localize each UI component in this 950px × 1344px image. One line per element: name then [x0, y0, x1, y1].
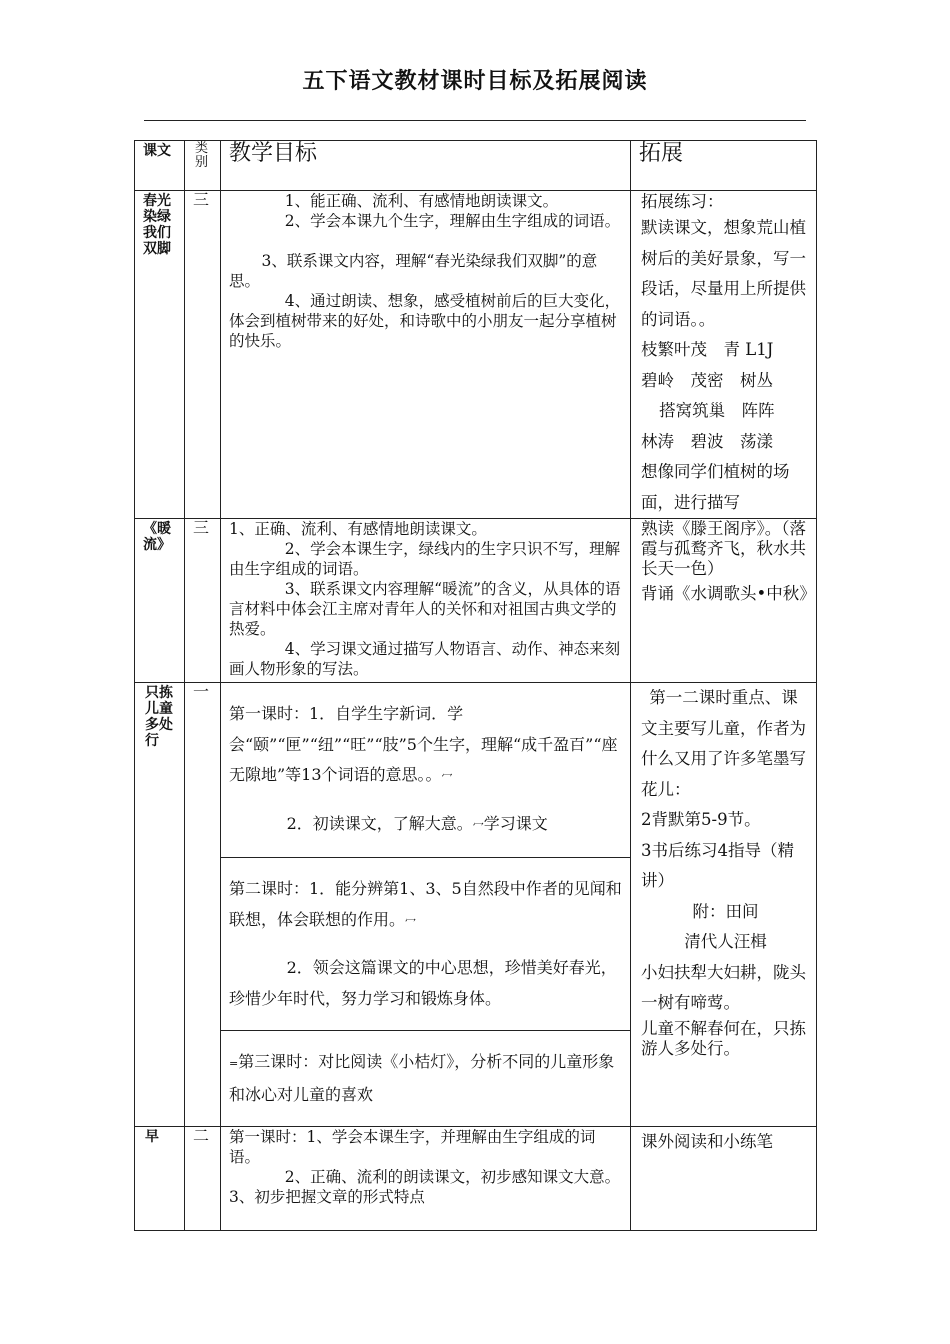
period-1	[221, 699, 630, 858]
extension-item: 课外阅读和小练笔	[641, 1132, 773, 1151]
extension-item: 碧岭 茂密 树丛	[641, 370, 773, 390]
extension-item: 熟读《滕王阁序》。（落霞与孤鹜齐飞，秋水共长天一色）	[641, 519, 806, 578]
table-row	[135, 191, 817, 519]
header-extension: 拓展	[639, 141, 684, 166]
objective-item: 3、初步把握文章的形式特点	[229, 1188, 425, 1206]
table-header-row	[135, 141, 817, 191]
period-3	[221, 1047, 630, 1110]
extension-item: 枝繁叶茂 青 L1J	[641, 340, 774, 359]
objectives-list	[221, 1127, 630, 1207]
objective-item: 1、能正确、流利、有感情地朗读课文。	[284, 192, 559, 210]
extension-item: 附：田间	[692, 901, 759, 921]
objective-item: 1、正确、流利、有感情地朗读课文。	[229, 520, 487, 538]
extension-item: 林涛 碧波 荡漾	[641, 431, 773, 451]
table-row	[135, 1127, 817, 1231]
extension-item: 3书后练习4指导（精讲）	[641, 840, 794, 890]
objective-item: 2、学会本课生字，绿线内的生字只识不写，理解由生字组成的词语。	[229, 540, 621, 578]
extension-list	[631, 683, 816, 1059]
lesson-name: 只拣儿童多处行	[145, 685, 173, 749]
extension-item: 想像同学们植树的场面，进行描写	[641, 462, 790, 512]
extension-item: 第一二课时重点、课文主要写儿童，作者为什么又用了许多笔墨写花儿：	[641, 688, 806, 799]
objectives-list	[221, 191, 630, 351]
extension-list	[631, 519, 816, 610]
objective-item: 2．初读课文，了解大意。冖学习课文	[286, 813, 548, 833]
tick-mark: 冖	[441, 770, 453, 783]
extension-item: 默读课文，想象荒山植树后的美好景象，写一段话，尽量用上所提供的词语。。	[641, 218, 806, 329]
header-lesson: 课文	[143, 143, 171, 159]
title-rule	[144, 120, 806, 121]
objective-item: =第三课时：对比阅读《小桔灯》，分析不同的儿童形象和冰心对儿童的喜欢	[229, 1052, 615, 1104]
extension-item: 2背默第5-9节。	[641, 810, 761, 829]
lesson-type: 一	[193, 682, 210, 701]
objective-item: 2、学会本课九个生字，理解由生字组成的词语。	[284, 212, 621, 230]
lesson-name: 《暖流》	[143, 521, 171, 553]
extension-item: 小妇扶犁大妇耕，陇头一树有啼莺。	[641, 962, 806, 1012]
objective-item: 3、联系课文内容，理解“春光染绿我们双脚”的意思。	[229, 252, 598, 290]
header-objectives: 教学目标	[229, 141, 318, 166]
objective-item: 第二课时：1．能分辨第1、3、5自然段中作者的见闻和联想，体会联想的作用。冖	[229, 879, 622, 929]
table-row	[135, 519, 817, 683]
tick-mark: 冖	[405, 914, 417, 928]
extension-item: 清代人汪楫	[684, 932, 767, 951]
tick-mark: 冖	[472, 818, 484, 832]
lesson-type: 二	[193, 1126, 210, 1145]
objective-item: 4、通过朗读、想象，感受植树前后的巨大变化，体会到植树带来的好处，和诗歌中的小朋友一起分享植树的快乐。	[229, 292, 621, 350]
period-2	[221, 874, 630, 1031]
lesson-type: 三	[193, 190, 210, 209]
extension-item: 搭窝筑巢 阵阵	[659, 401, 775, 420]
objectives-list	[221, 519, 630, 679]
extension-list	[631, 1127, 816, 1158]
objective-item: 3、联系课文内容理解“暖流”的含义，从具体的语言材料中体会江主席对青年人的关怀和对祖国古典文学的热爱。	[229, 580, 621, 638]
objective-item: 第一课时：1、学会本课生字，并理解由生字组成的词语。	[229, 1128, 596, 1166]
extension-item: 背诵《水调歌头•中秋》	[641, 584, 816, 603]
lesson-name: 早	[145, 1129, 159, 1145]
objectives-list	[221, 699, 630, 1110]
objective-item: 第一课时：1．自学生字新词．学会“颐”“匣”“纽”“旺”“肢”5个生字，理解“成千盈百”“座无隙地”等13个词语的意思。。冖	[229, 704, 618, 784]
document-title: 五下语文教材课时目标及拓展阅读	[302, 69, 648, 94]
extension-list	[631, 191, 816, 518]
extension-item: 拓展练习：	[641, 192, 724, 211]
objective-item: 2、正确、流利的朗读课文，初步感知课文大意。	[284, 1168, 621, 1186]
lesson-type: 三	[193, 518, 210, 537]
objective-item: 2．领会这篇课文的中心思想，珍惜美好春光，珍惜少年时代，努力学习和锻炼身体。	[229, 958, 617, 1008]
extension-item: 儿童不解春何在，只拣游人多处行。	[641, 1018, 806, 1058]
header-type: 类别	[195, 141, 209, 170]
table-row	[135, 683, 817, 1127]
eq-mark: =	[229, 1057, 239, 1070]
objective-item: 4、学习课文通过描写人物语言、动作、神态来刻画人物形象的写法。	[229, 640, 621, 678]
lesson-table	[134, 140, 817, 1231]
lesson-name: 春光染绿我们双脚	[143, 193, 171, 257]
